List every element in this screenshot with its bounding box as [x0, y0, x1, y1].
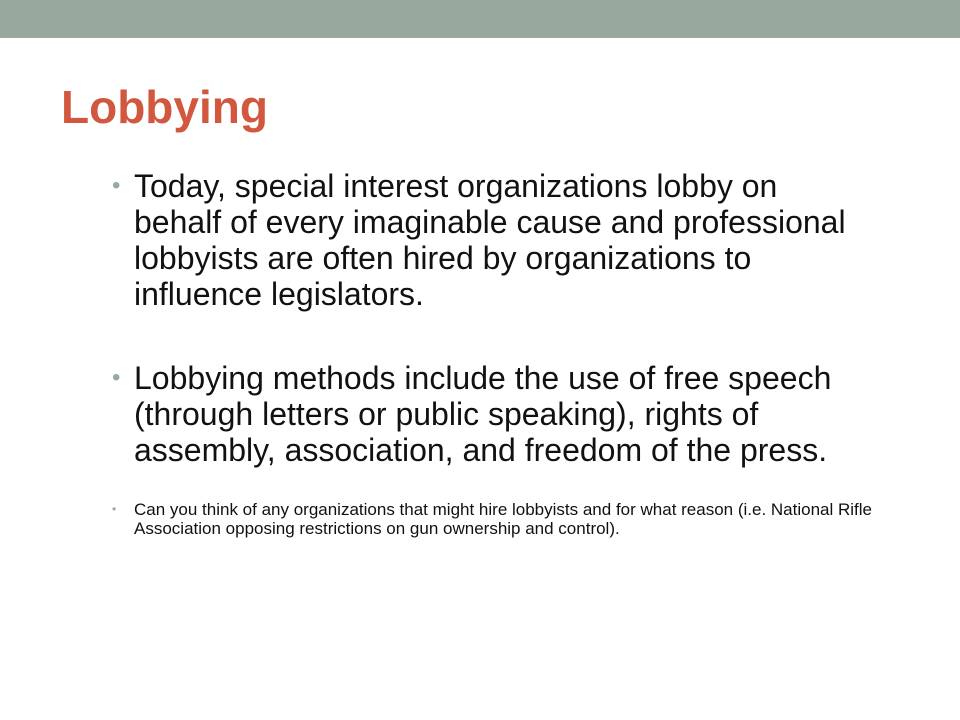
slide-title: Lobbying — [61, 81, 268, 133]
bullet-dot-icon: • — [112, 502, 117, 516]
bullet-item-interest-groups — [112, 168, 872, 312]
bullet-list — [112, 168, 872, 538]
bullet-dot-icon: • — [112, 364, 121, 391]
bullet-text: Today, special interest organizations lobby on behalf of every imaginable cause and professional lobbyists are often hired by organizations to influence legislators. — [134, 168, 846, 312]
bullet-item-lobbying-methods — [112, 360, 872, 468]
bullet-text: Lobbying methods include the use of free speech (through letters or public speaking), rights of assembly, association, and freedom of the press. — [134, 360, 832, 468]
bullet-dot-icon: • — [112, 172, 121, 199]
top-accent-bar — [0, 0, 960, 38]
bullet-item-question — [112, 500, 872, 538]
bullet-text: Can you think of any organizations that might hire lobbyists and for what reason (i.e. National Rifle Association opposing restrictions on gun ownership and control). — [134, 500, 873, 538]
